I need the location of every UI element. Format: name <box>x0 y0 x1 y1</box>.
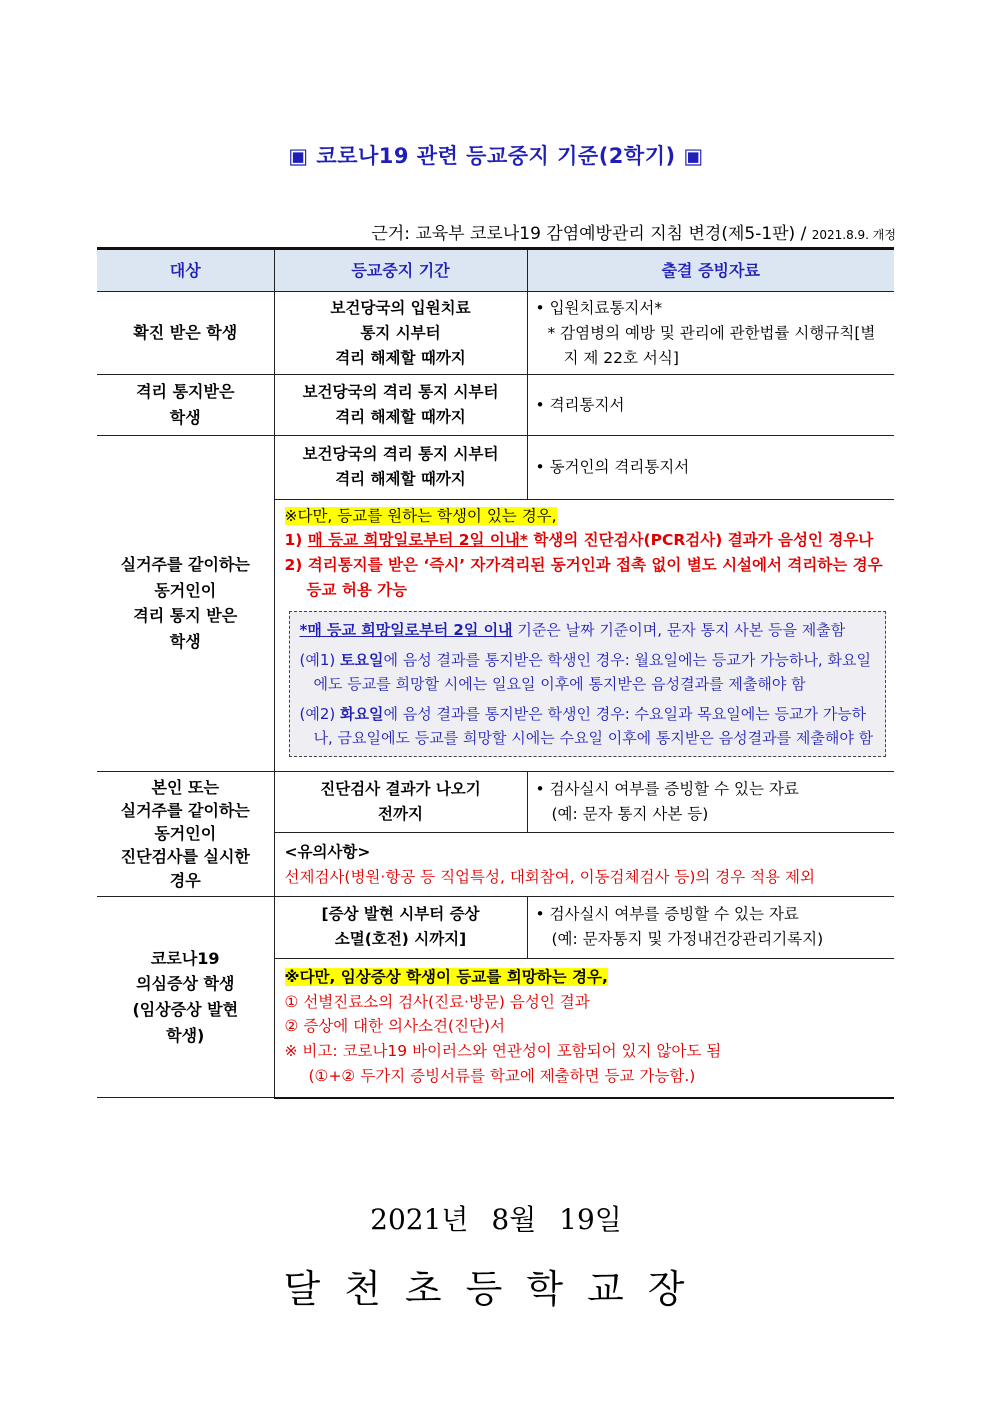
target-cohabitant <box>97 435 274 771</box>
ex1-rest: 에 음성 결과를 통지받은 학생인 경우: 월요일에는 등교가 가능하나, 화요일에도 등교를 희망할 시에는 일요일 이후에 통지받은 음성결과를 제출해야 함 <box>313 650 871 693</box>
testing-caution <box>274 833 894 896</box>
period-line: 전까지 <box>378 805 423 824</box>
header-period: 등교중지 기간 <box>274 249 527 292</box>
period-quarantined <box>274 375 527 435</box>
ex1-day: 토요일 <box>340 650 384 669</box>
doc-item: • 검사실시 여부를 증빙할 수 있는 자료 <box>535 780 799 799</box>
cond1-post: 학생의 진단검사(PCR검사) 결과가 음성인 경우나 <box>527 531 874 550</box>
period-line: 통지 시부터 <box>360 323 441 342</box>
target-line: 학생) <box>166 1025 205 1045</box>
target-line: 학생 <box>169 407 201 427</box>
row-testing <box>97 771 894 833</box>
doc-item: • 검사실시 여부를 증빙할 수 있는 자료 <box>535 905 799 924</box>
row-symptom <box>97 896 894 958</box>
note-1 <box>300 618 876 642</box>
docs-cohabitant <box>527 435 894 499</box>
header-docs: 출결 증빙자료 <box>527 249 894 292</box>
ex2-rest: 에 음성 결과를 통지받은 학생인 경우: 수요일과 목요일에는 등교가 가능하나, 금요일에도 등교를 희망할 시에는 수요일 이후에 통지받은 음성결과를 제출해야 함 <box>313 704 874 747</box>
doc-item: • 동거인의 격리통지서 <box>535 457 690 476</box>
target-confirmed: 확진 받은 학생 <box>97 292 274 375</box>
period-testing <box>274 771 527 833</box>
period-line: 소멸(호전) 시까지] <box>334 930 467 949</box>
ex2-day: 화요일 <box>340 704 384 723</box>
example-1 <box>300 648 876 696</box>
target-symptom <box>97 896 274 1097</box>
target-line: 격리 통지 받은 <box>133 606 238 626</box>
target-line: 동거인이 <box>154 580 217 600</box>
period-line: 격리 해제할 때까지 <box>335 470 466 489</box>
footer-date: 2021년 8월 19일 <box>370 1203 622 1236</box>
period-line: 격리 해제할 때까지 <box>335 348 466 367</box>
target-line: 실거주를 같이하는 <box>120 800 250 820</box>
target-line: 경우 <box>169 870 201 890</box>
criteria-table <box>97 247 894 1099</box>
doc-footnote: * 감염병의 예방 및 관리에 관한법률 시행규칙[별지 제 22호 서식] <box>547 323 876 367</box>
docs-symptom <box>527 896 894 958</box>
item-1: ① 선별진료소의 검사(진료·방문) 음성인 결과 <box>284 992 590 1011</box>
period-line: 보건당국의 격리 통지 시부터 <box>302 383 499 402</box>
example-2 <box>300 702 876 750</box>
period-line: 진단검사 결과가 나오기 <box>320 780 481 799</box>
period-line: 보건당국의 입원치료 <box>330 299 471 317</box>
docs-testing <box>527 771 894 833</box>
period-confirmed <box>274 292 527 375</box>
period-line: [증상 발현 시부터 증상 <box>321 905 480 924</box>
remark-1: ※ 비고: 코로나19 바이러스와 연관성이 포함되어 있지 않아도 됨 <box>284 1042 722 1061</box>
docs-quarantined <box>527 375 894 435</box>
target-quarantined <box>97 375 274 435</box>
target-line: 의심증상 학생 <box>136 974 235 994</box>
item-2: ② 증상에 대한 의사소견(진단)서 <box>284 1017 505 1036</box>
doc-item: • 격리통지서 <box>535 395 625 414</box>
target-line: 학생 <box>169 631 201 651</box>
cond1-pre: 1) <box>284 531 308 550</box>
symptom-exception <box>274 958 894 1097</box>
target-line: 실거주를 같이하는 <box>120 554 250 574</box>
target-line: 진단검사를 실시한 <box>120 847 250 867</box>
target-line: 본인 또는 <box>151 777 219 797</box>
ex1-pre: (예1) <box>299 650 341 669</box>
exception-text: ※다만, 등교를 원하는 학생이 있는 경우, <box>284 506 557 525</box>
doc-item: • 입원치료통지서* <box>535 299 663 317</box>
basis-line <box>371 219 896 244</box>
header-target: 대상 <box>97 249 274 292</box>
target-line: 동거인이 <box>154 824 217 844</box>
cohabitant-exception <box>274 499 894 771</box>
cond1-underlined: 매 등교 희망일로부터 2일 이내* <box>307 531 528 550</box>
note-box <box>289 611 887 757</box>
basis-text: 근거: 교육부 코로나19 감염예방관리 지침 변경(제5-1판) / <box>371 224 812 244</box>
doc-example: (예: 문자통지 및 가정내건강관리기록지) <box>551 930 824 949</box>
note1-underlined: *매 등교 희망일로부터 2일 이내 <box>299 620 513 639</box>
period-cohabitant <box>274 435 527 499</box>
row-confirmed <box>97 292 894 375</box>
row-quarantined <box>97 375 894 435</box>
exception-title <box>285 504 887 529</box>
footer-signature: 달천초등학교장 <box>283 1267 709 1311</box>
period-line: 격리 해제할 때까지 <box>335 407 466 426</box>
period-line: 보건당국의 격리 통지 시부터 <box>302 445 499 464</box>
caution-text: 선제검사(병원·항공 등 직업특성, 대회참여, 이동검체검사 등)의 경우 적용 제외 <box>284 867 815 886</box>
basis-date: 2021.8.9. 개정 <box>811 228 896 242</box>
target-line: (임상증상 발현 <box>132 999 239 1019</box>
remark-2: (①+② 두가지 증빙서류를 학교에 제출하면 등교 가능함.) <box>308 1066 696 1085</box>
condition-2: 2) 격리통지를 받은 ‘즉시’ 자가격리된 동거인과 접촉 없이 별도 시설에서 격리하는 경우 등교 허용 가능 <box>284 556 883 599</box>
row-cohabitant <box>97 435 894 499</box>
note1-rest: 기준은 날짜 기준이며, 문자 통지 사본 등을 제출함 <box>512 620 846 639</box>
exception-text: ※다만, 임상증상 학생이 등교를 희망하는 경우, <box>284 967 608 986</box>
caution-title: <유의사항> <box>284 842 371 861</box>
exception-title <box>285 965 887 990</box>
target-line: 격리 통지받은 <box>136 382 235 402</box>
condition-1 <box>285 528 887 553</box>
docs-confirmed <box>527 292 894 375</box>
header-row <box>97 249 894 292</box>
ex2-pre: (예2) <box>299 704 341 723</box>
period-symptom <box>274 896 527 958</box>
page-title: ▣ 코로나19 관련 등교중지 기준(2학기) ▣ <box>288 144 704 168</box>
doc-example: (예: 문자 통지 사본 등) <box>551 805 709 824</box>
target-line: 코로나19 <box>150 948 220 968</box>
target-testing <box>97 771 274 896</box>
